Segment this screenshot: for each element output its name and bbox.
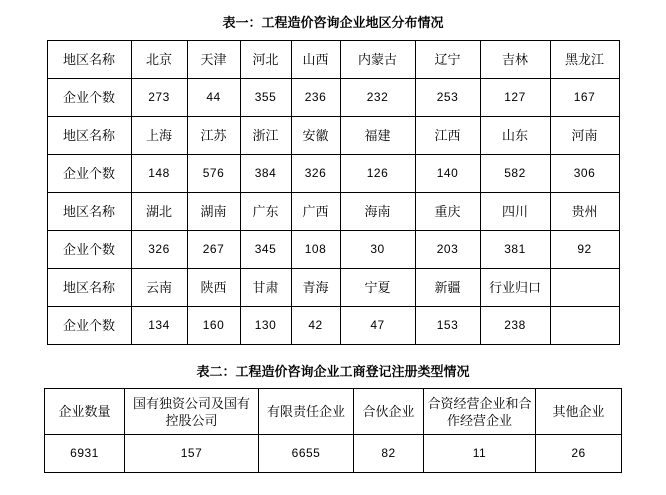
table2-title: 表二：工程造价咨询企业工商登记注册类型情况	[196, 364, 470, 379]
table-row	[47, 117, 619, 155]
header-cell: 有限责任企业	[259, 389, 354, 435]
count-cell: 384	[240, 155, 291, 193]
region-cell: 黑龙江	[550, 41, 619, 79]
table-row	[47, 269, 619, 307]
region-cell: 江苏	[187, 117, 240, 155]
table-row	[45, 435, 622, 473]
count-cell: 232	[340, 79, 415, 117]
count-cell: 253	[415, 79, 480, 117]
table-row	[47, 193, 619, 231]
count-cell: 326	[291, 155, 340, 193]
count-cell: 236	[291, 79, 340, 117]
region-cell: 河南	[550, 117, 619, 155]
region-cell: 甘肃	[240, 269, 291, 307]
count-cell: 47	[340, 307, 415, 345]
count-cell: 273	[131, 79, 187, 117]
region-cell: 陕西	[187, 269, 240, 307]
count-row-label: 企业个数	[47, 307, 131, 345]
region-cell: 湖南	[187, 193, 240, 231]
count-cell: 306	[550, 155, 619, 193]
count-cell: 326	[131, 231, 187, 269]
count-cell: 127	[480, 79, 550, 117]
table-row	[47, 307, 619, 345]
count-cell: 130	[240, 307, 291, 345]
value-cell: 157	[125, 435, 259, 473]
table-row	[47, 231, 619, 269]
count-row-label: 企业个数	[47, 231, 131, 269]
region-cell: 江西	[415, 117, 480, 155]
count-cell: 140	[415, 155, 480, 193]
region-cell: 行业归口	[480, 269, 550, 307]
region-cell: 四川	[480, 193, 550, 231]
region-cell: 新疆	[415, 269, 480, 307]
region-cell: 福建	[340, 117, 415, 155]
region-cell: 河北	[240, 41, 291, 79]
value-cell: 82	[354, 435, 424, 473]
region-cell: 海南	[340, 193, 415, 231]
table-row	[47, 155, 619, 193]
value-cell: 6931	[45, 435, 125, 473]
region-cell: 山西	[291, 41, 340, 79]
count-cell: 126	[340, 155, 415, 193]
region-cell: 湖北	[131, 193, 187, 231]
region-cell: 广西	[291, 193, 340, 231]
count-cell: 345	[240, 231, 291, 269]
count-cell: 108	[291, 231, 340, 269]
header-cell: 合伙企业	[354, 389, 424, 435]
value-cell: 6655	[259, 435, 354, 473]
value-cell: 11	[424, 435, 536, 473]
region-cell: 贵州	[550, 193, 619, 231]
region-row-label: 地区名称	[47, 117, 131, 155]
count-cell: 238	[480, 307, 550, 345]
header-cell: 企业数量	[45, 389, 125, 435]
count-cell: 355	[240, 79, 291, 117]
region-cell-empty	[550, 269, 619, 307]
region-cell: 宁夏	[340, 269, 415, 307]
count-cell: 92	[550, 231, 619, 269]
region-cell: 浙江	[240, 117, 291, 155]
region-cell: 山东	[480, 117, 550, 155]
count-cell-empty	[550, 307, 619, 345]
header-cell: 其他企业	[536, 389, 622, 435]
value-cell: 26	[536, 435, 622, 473]
count-cell: 42	[291, 307, 340, 345]
table-row	[45, 389, 622, 435]
region-cell: 北京	[131, 41, 187, 79]
region-cell: 广东	[240, 193, 291, 231]
count-cell: 576	[187, 155, 240, 193]
region-cell: 青海	[291, 269, 340, 307]
count-cell: 30	[340, 231, 415, 269]
header-cell: 合资经营企业和合作经营企业	[424, 389, 536, 435]
count-cell: 160	[187, 307, 240, 345]
count-cell: 148	[131, 155, 187, 193]
table1-title: 表一：工程造价咨询企业地区分布情况	[222, 15, 444, 30]
region-cell: 吉林	[480, 41, 550, 79]
region-cell: 云南	[131, 269, 187, 307]
table-row	[47, 79, 619, 117]
count-cell: 153	[415, 307, 480, 345]
region-cell: 天津	[187, 41, 240, 79]
region-cell: 重庆	[415, 193, 480, 231]
count-cell: 44	[187, 79, 240, 117]
count-cell: 582	[480, 155, 550, 193]
header-cell: 国有独资公司及国有控股公司	[125, 389, 259, 435]
count-row-label: 企业个数	[47, 155, 131, 193]
table-row	[47, 41, 619, 79]
region-row-label: 地区名称	[47, 193, 131, 231]
count-cell: 134	[131, 307, 187, 345]
count-cell: 381	[480, 231, 550, 269]
count-cell: 167	[550, 79, 619, 117]
region-cell: 安徽	[291, 117, 340, 155]
count-cell: 203	[415, 231, 480, 269]
registration-type-table	[44, 388, 622, 473]
region-row-label: 地区名称	[47, 41, 131, 79]
region-cell: 内蒙古	[340, 41, 415, 79]
region-cell: 上海	[131, 117, 187, 155]
region-cell: 辽宁	[415, 41, 480, 79]
region-row-label: 地区名称	[47, 269, 131, 307]
count-row-label: 企业个数	[47, 79, 131, 117]
count-cell: 267	[187, 231, 240, 269]
region-distribution-table	[47, 40, 620, 345]
